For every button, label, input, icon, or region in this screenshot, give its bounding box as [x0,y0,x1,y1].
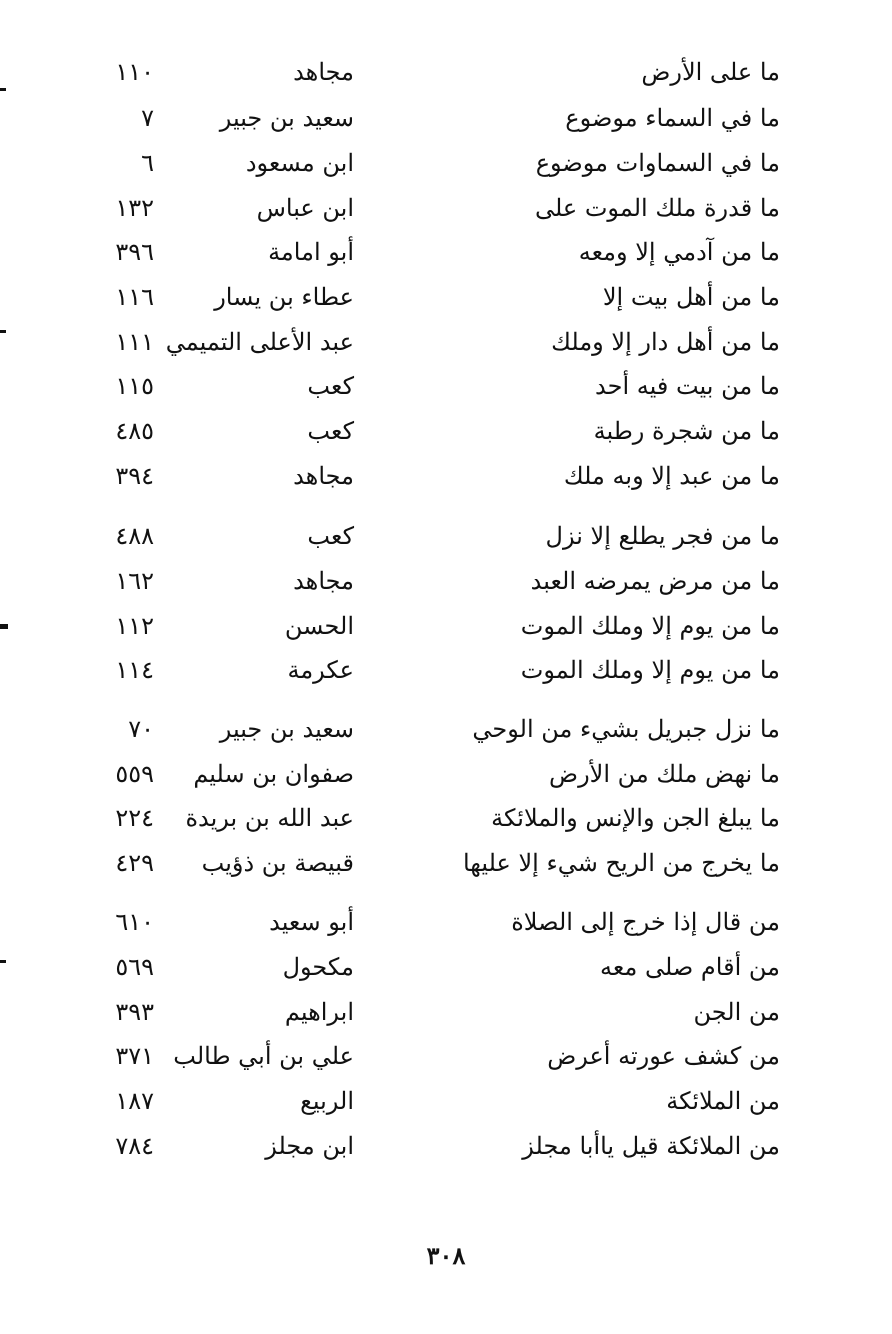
edge-mark [0,960,6,963]
index-row [0,902,892,942]
entry-phrase: ما من يوم إلا وملك الموت [520,612,780,640]
entry-phrase: من كشف عورته أعرض [547,1042,780,1070]
entry-phrase: من الملائكة قيل ياأبا مجلز [522,1132,780,1160]
entry-narrator: أبو سعيد [269,908,354,936]
index-row [0,516,892,556]
edge-mark [0,624,8,629]
entry-page-number: ١٣٢ [115,194,154,222]
entry-phrase: ما من فجر يطلع إلا نزل [545,522,780,550]
index-row [0,843,892,883]
entry-phrase: ما من آدمي إلا ومعه [578,238,780,266]
entry-narrator: ابن مسعود [245,149,354,177]
entry-page-number: ٤٨٨ [115,522,154,550]
entry-phrase: ما قدرة ملك الموت على [534,194,780,222]
page-number: ٣٠٨ [426,1241,466,1270]
entry-phrase: ما من يوم إلا وملك الموت [520,656,780,684]
entry-narrator: ابن عباس [256,194,354,222]
entry-page-number: ٥٦٩ [115,953,154,981]
index-row [0,277,892,317]
index-row [0,798,892,838]
entry-phrase: من قال إذا خرج إلى الصلاة [511,908,780,936]
entry-page-number: ٥٥٩ [115,760,154,788]
entry-phrase: من أقام صلى معه [600,953,780,981]
entry-narrator: عكرمة [287,656,354,684]
entry-phrase: ما نهض ملك من الأرض [549,760,780,788]
entry-narrator: مجاهد [293,462,354,490]
entry-page-number: ٣٩٣ [115,998,154,1026]
index-row [0,992,892,1032]
index-row [0,650,892,690]
entry-page-number: ٣٩٤ [115,462,154,490]
entry-phrase: من الملائكة [666,1087,780,1115]
entry-phrase: ما من مرض يمرضه العبد [530,567,780,595]
entry-page-number: ٢٢٤ [115,804,154,832]
index-row [0,188,892,228]
index-row [0,366,892,406]
index-row [0,322,892,362]
entry-narrator: الربيع [300,1087,354,1115]
entry-narrator: مجاهد [293,567,354,595]
entry-page-number: ٣٩٦ [115,238,154,266]
index-row [0,606,892,646]
index-row [0,456,892,496]
index-row [0,1126,892,1166]
entry-narrator: قبيصة بن ذؤيب [201,849,354,877]
entry-narrator: كعب [307,522,354,550]
entry-page-number: ٧ [141,104,154,132]
entry-page-number: ٦ [141,149,154,177]
entry-phrase: ما على الأرض [641,58,780,86]
index-row [0,1081,892,1121]
index-row [0,143,892,183]
entry-page-number: ٦١٠ [115,908,154,936]
entry-phrase: من الجن [693,998,780,1026]
index-row [0,754,892,794]
index-row [0,411,892,451]
edge-mark [0,330,6,333]
entry-page-number: ١١٢ [115,612,154,640]
entry-page-number: ١١٥ [115,372,154,400]
entry-narrator: سعيد بن جبير [219,104,354,132]
entry-phrase: ما نزل جبريل بشيء من الوحي [472,715,780,743]
entry-page-number: ٧٨٤ [115,1132,154,1160]
entry-narrator: علي بن أبي طالب [173,1042,354,1070]
entry-page-number: ١٦٢ [115,567,154,595]
entry-page-number: ٤٨٥ [115,417,154,445]
entry-phrase: ما من بيت فيه أحد [595,372,780,400]
entry-phrase: ما يبلغ الجن والإنس والملائكة [491,804,780,832]
entry-page-number: ٧٠ [128,715,154,743]
entry-narrator: كعب [307,372,354,400]
entry-narrator: عبد الله بن بريدة [185,804,354,832]
entry-page-number: ٤٢٩ [115,849,154,877]
entry-narrator: كعب [307,417,354,445]
index-row [0,52,892,92]
index-row [0,232,892,272]
entry-narrator: أبو امامة [268,238,354,266]
entry-narrator: ابن مجلز [265,1132,354,1160]
entry-phrase: ما من شجرة رطبة [593,417,780,445]
entry-narrator: مجاهد [293,58,354,86]
index-row [0,947,892,987]
entry-page-number: ٣٧١ [115,1042,154,1070]
index-row [0,561,892,601]
entry-phrase: ما من أهل دار إلا وملك [551,328,780,356]
index-row [0,98,892,138]
entry-page-number: ١١٠ [115,58,154,86]
entry-narrator: عبد الأعلى التميمي [165,328,354,356]
index-row [0,709,892,749]
entry-narrator: صفوان بن سليم [193,760,354,788]
entry-page-number: ١١٤ [115,656,154,684]
entry-narrator: سعيد بن جبير [219,715,354,743]
edge-mark [0,88,6,91]
entry-phrase: ما في السماء موضوع [565,104,780,132]
entry-page-number: ١١١ [115,328,154,356]
entry-page-number: ١٨٧ [115,1087,154,1115]
entry-phrase: ما في السماوات موضوع [535,149,780,177]
entry-narrator: عطاء بن يسار [214,283,354,311]
entry-phrase: ما من عبد إلا وبه ملك [563,462,780,490]
index-row [0,1036,892,1076]
entry-phrase: ما يخرج من الريح شيء إلا عليها [462,849,780,877]
entry-narrator: ابراهيم [284,998,354,1026]
entry-phrase: ما من أهل بيت إلا [602,283,780,311]
entry-page-number: ١١٦ [115,283,154,311]
entry-narrator: الحسن [284,612,354,640]
entry-narrator: مكحول [282,953,354,981]
